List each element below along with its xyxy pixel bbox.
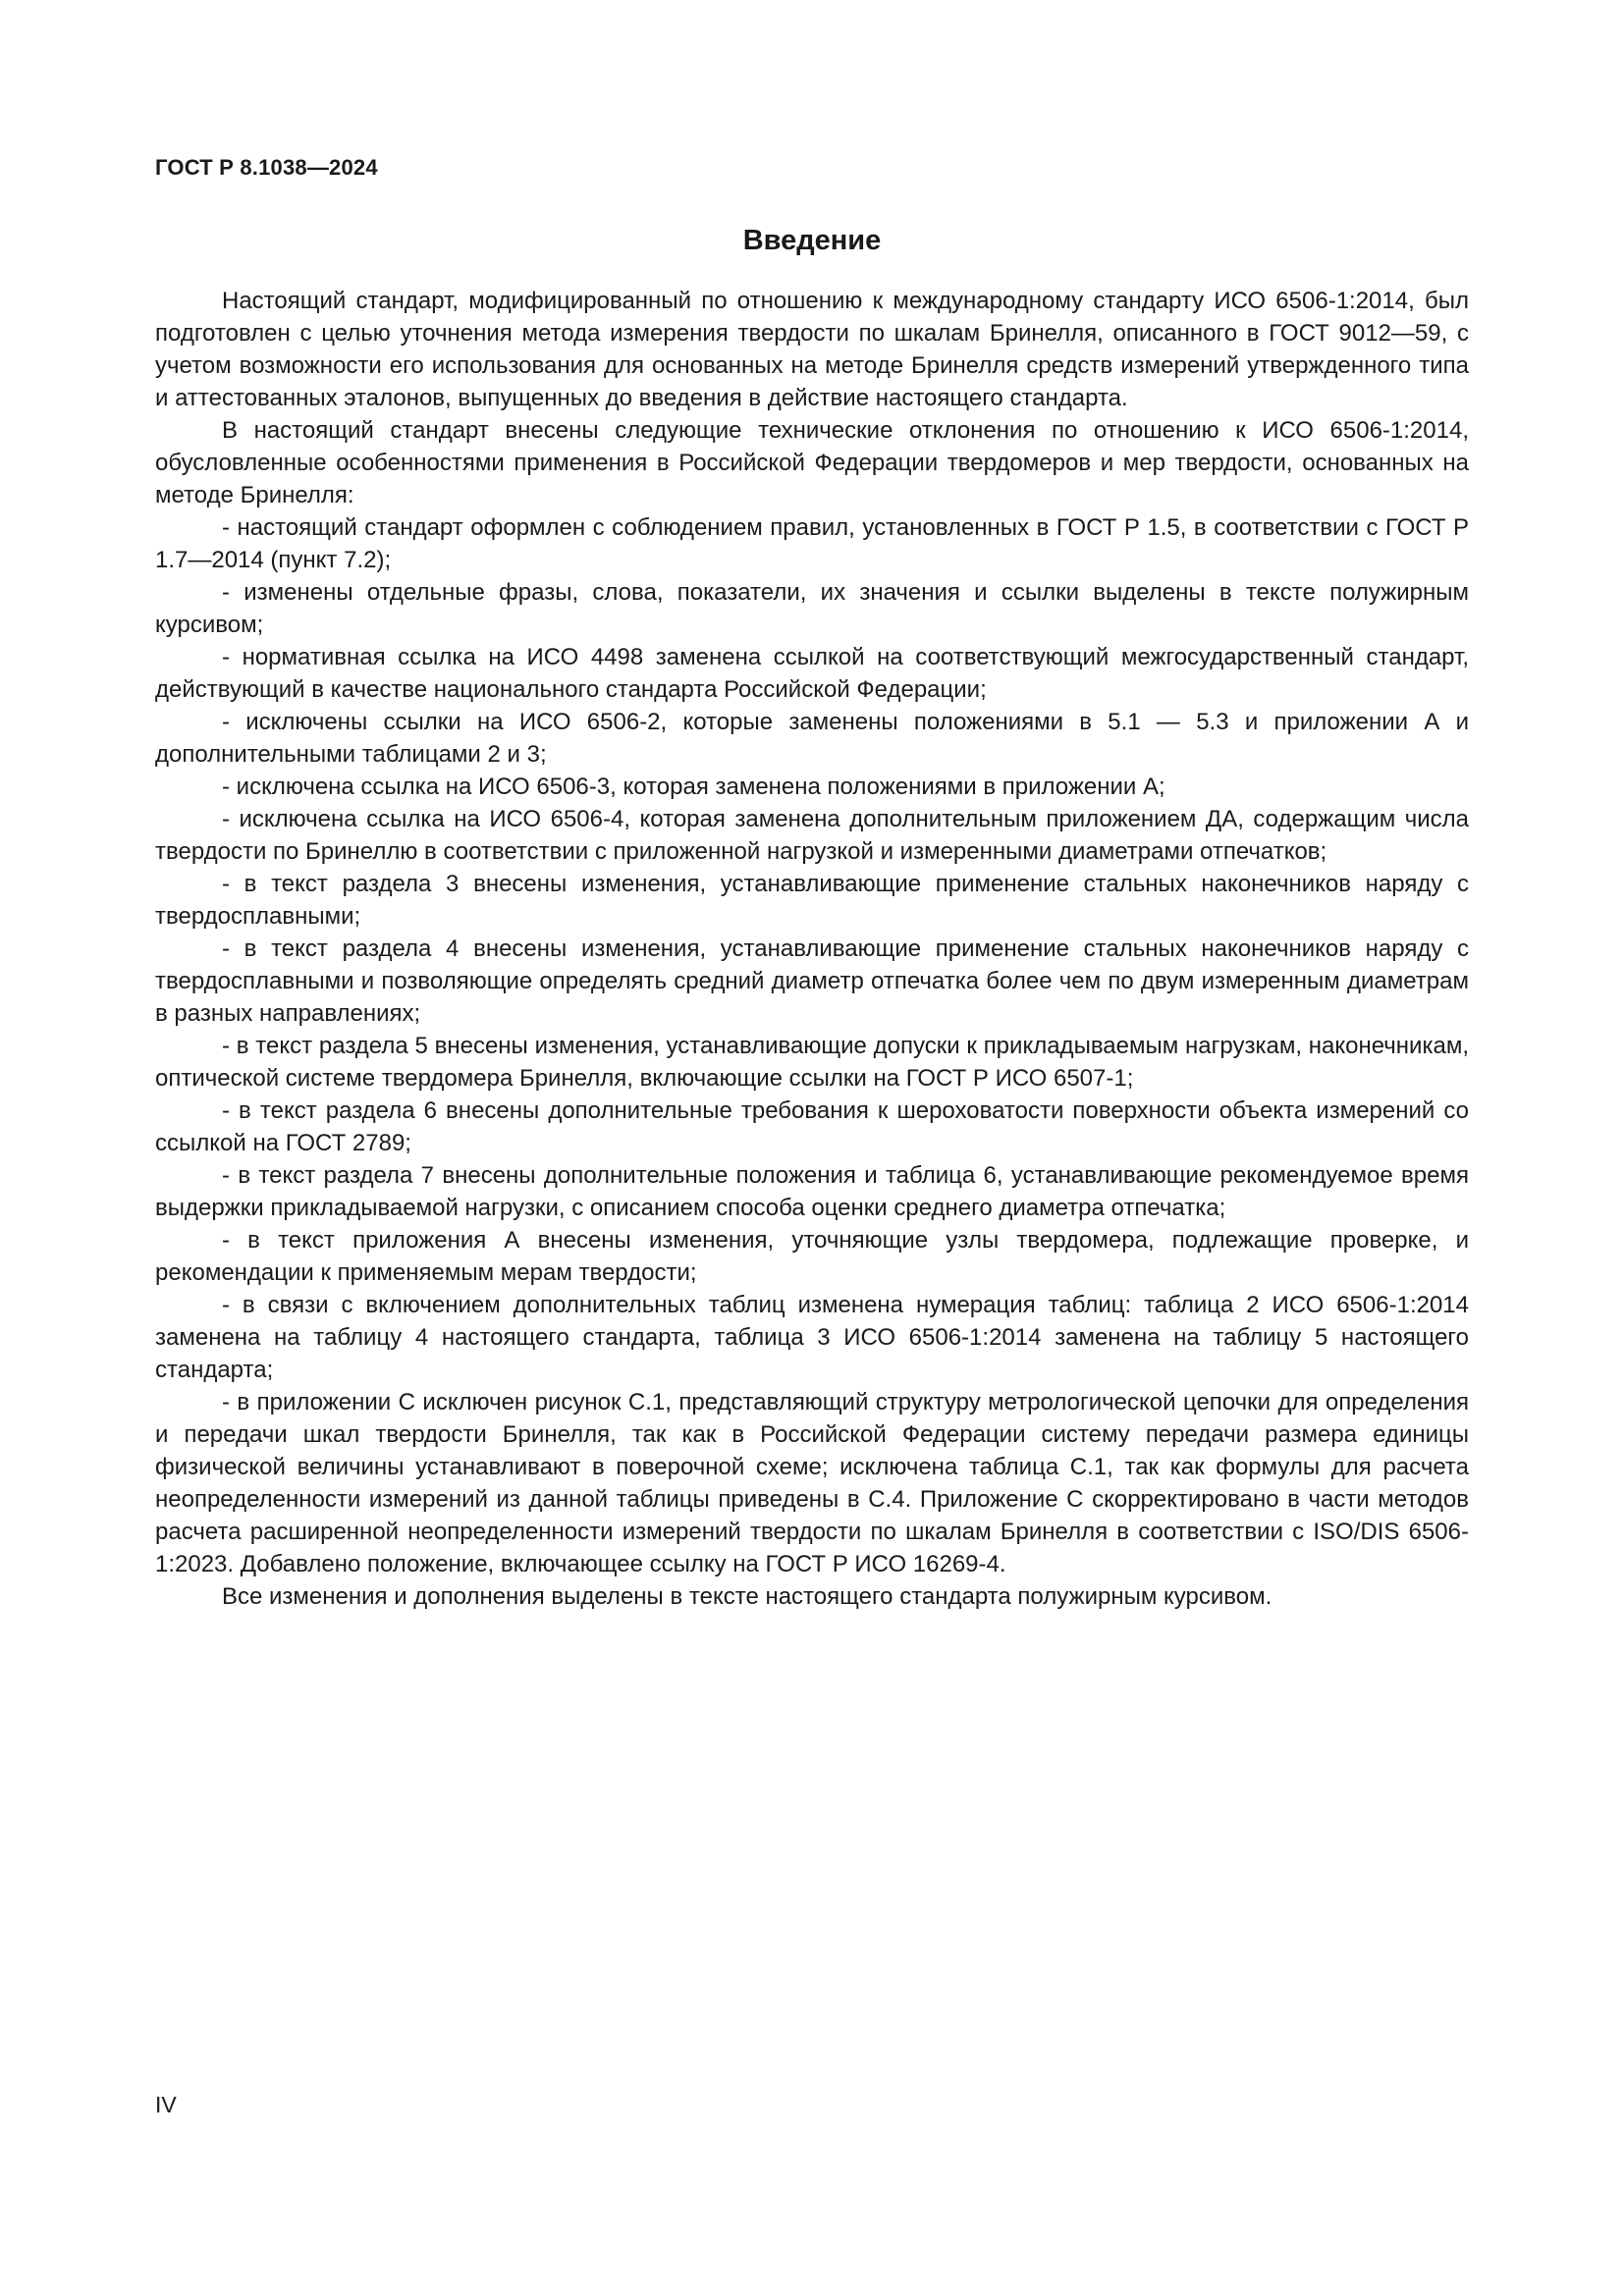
list-item: - настоящий стандарт оформлен с соблюдением правил, установленных в ГОСТ Р 1.5, в соответствии с ГОСТ Р 1.7—2014 (пункт 7.2); <box>155 514 1469 573</box>
page-number: IV <box>155 2092 177 2117</box>
list-item: - в текст раздела 7 внесены дополнительные положения и таблица 6, устанавливающие рекомендуемое время выдержки прикладываемой нагрузки, с описанием способа оценки среднего диаметра отпечатка; <box>155 1162 1469 1221</box>
list-item: - в приложении С исключен рисунок С.1, представляющий структуру метрологической цепочки для определения и передачи шкал твердости Бринелля, так как в Российской Федерации систему передачи размера единицы физической величины устанавливают в поверочной схеме; исключена таблица С.1, так как формулы для расчета неопределенности измерений из данной таблицы приведены в С.4. Приложение С скорректировано в части методов расчета расширенной неопределенности измерений твердости по шкалам Бринелля в соответствии с ISO/DIS 6506-1:2023. Добавлено положение, включающее ссылку на ГОСТ Р ИСО 16269-4. <box>155 1389 1469 1577</box>
section-title: Введение <box>742 225 882 256</box>
paragraph-closing: Все изменения и дополнения выделены в тексте настоящего стандарта полужирным курсивом. <box>222 1583 1272 1610</box>
document-code-header: ГОСТ Р 8.1038—2024 <box>155 155 378 180</box>
paragraph-intro: Настоящий стандарт, модифицированный по отношению к международному стандарту ИСО 6506-1:2014, был подготовлен с целью уточнения метода измерения твердости по шкалам Бринелля, описанного в ГОСТ 9012—59, с учетом возможности его использования для основанных на методе Бринелля средств измерений утвержденного типа и аттестованных эталонов, выпущенных до введения в действие настоящего стандарта. <box>155 288 1469 411</box>
list-item: - исключена ссылка на ИСО 6506-3, которая заменена положениями в приложении А; <box>222 774 1165 800</box>
list-item: - в связи с включением дополнительных таблиц изменена нумерация таблиц: таблица 2 ИСО 6506-1:2014 заменена на таблицу 4 настоящего стандарта, таблица 3 ИСО 6506-1:2014 заменена на таблицу 5 настоящего стандарта; <box>155 1292 1469 1383</box>
list-item: - в текст раздела 4 внесены изменения, устанавливающие применение стальных наконечников наряду с твердосплавными и позволяющие определять средний диаметр отпечатка более чем по двум измеренным диаметрам в разных направлениях; <box>155 935 1469 1027</box>
list-item: - в текст раздела 5 внесены изменения, устанавливающие допуски к прикладываемым нагрузкам, наконечникам, оптической системе твердомера Бринелля, включающие ссылки на ГОСТ Р ИСО 6507-1; <box>155 1033 1469 1092</box>
introduction-body <box>155 285 1469 1613</box>
list-item: - изменены отдельные фразы, слова, показатели, их значения и ссылки выделены в тексте полужирным курсивом; <box>155 579 1469 638</box>
list-item: - нормативная ссылка на ИСО 4498 заменена ссылкой на соответствующий межгосударственный стандарт, действующий в качестве национального стандарта Российской Федерации; <box>155 644 1469 703</box>
list-item: - исключены ссылки на ИСО 6506-2, которые заменены положениями в 5.1 — 5.3 и приложении А и дополнительными таблицами 2 и 3; <box>155 709 1469 768</box>
list-item: - в текст приложения А внесены изменения, уточняющие узлы твердомера, подлежащие проверке, и рекомендации к применяемым мерам твердости; <box>155 1227 1469 1286</box>
paragraph-deviations-lead: В настоящий стандарт внесены следующие технические отклонения по отношению к ИСО 6506-1:2014, обусловленные особенностями применения в Российской Федерации твердомеров и мер твердости, основанных на методе Бринелля: <box>155 417 1469 508</box>
list-item: - в текст раздела 3 внесены изменения, устанавливающие применение стальных наконечников наряду с твердосплавными; <box>155 871 1469 930</box>
list-item: - в текст раздела 6 внесены дополнительные требования к шероховатости поверхности объекта измерений со ссылкой на ГОСТ 2789; <box>155 1097 1469 1156</box>
list-item: - исключена ссылка на ИСО 6506-4, которая заменена дополнительным приложением ДА, содержащим числа твердости по Бринеллю в соответствии с приложенной нагрузкой и измеренными диаметрами отпечатков; <box>155 806 1469 865</box>
